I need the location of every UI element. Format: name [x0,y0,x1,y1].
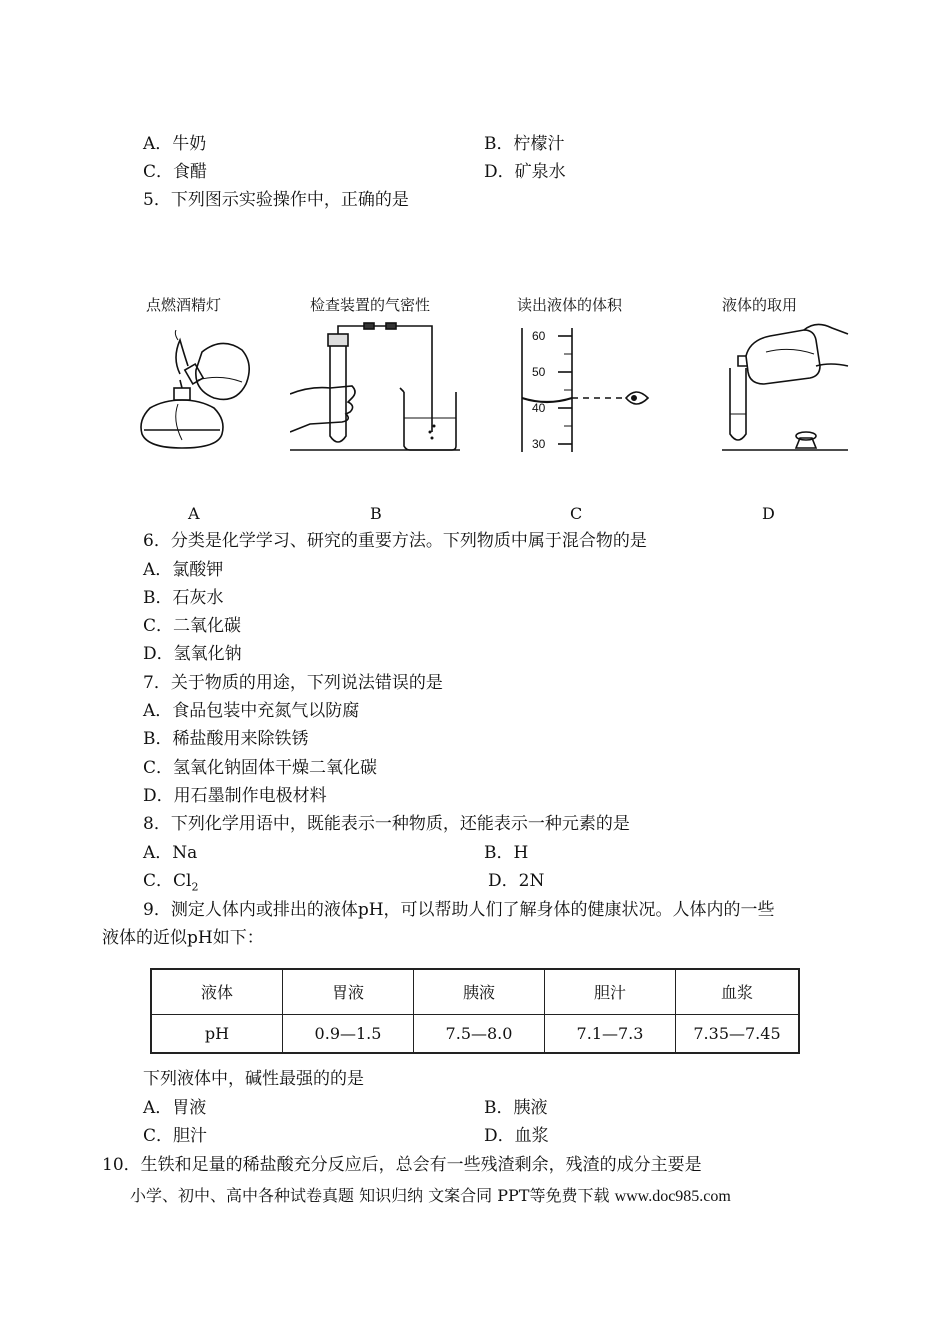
table-header-cell: 血浆 [676,969,800,1014]
fig-caption-b: B [370,504,382,523]
q8-option-c-subscript: 2 [191,880,199,894]
cylinder-reading-figure [510,326,660,456]
table-header-cell: 液体 [151,969,283,1014]
q4-option-b: B．柠檬汁 [484,134,565,154]
q6-option-b: B．石灰水 [143,588,224,608]
table-header-cell: 胆汁 [545,969,676,1014]
alcohol-lamp-figure [130,330,250,460]
q9-stem-line1: 9．测定人体内或排出的液体pH，可以帮助人们了解身体的健康状况。人体内的一些 [143,900,775,920]
q9-question: 下列液体中，碱性最强的的是 [143,1069,364,1089]
table-cell: 7.5—8.0 [414,1014,545,1053]
pouring-liquid-figure [720,322,850,454]
q7-option-d: D．用石墨制作电极材料 [143,786,327,806]
scale-40: 40 [532,401,546,415]
table-cell: 7.35—7.45 [676,1014,800,1053]
footer-link[interactable]: www.doc985.com [614,1188,731,1205]
fig-label-a: 点燃酒精灯 [146,296,222,314]
q8-option-a: A．Na [143,843,198,863]
q7-option-c: C．氢氧化钠固体干燥二氧化碳 [143,758,378,778]
q9-option-d: D．血浆 [484,1126,549,1146]
fig-label-d: 液体的取用 [722,296,798,314]
q6-stem: 6．分类是化学学习、研究的重要方法。下列物质中属于混合物的是 [143,531,647,551]
q8-option-b: B．H [484,843,529,863]
footer-text: 小学、初中、高中各种试卷真题 知识归纳 文案合同 PPT等免费下载 [130,1186,610,1205]
q6-option-a: A．氯酸钾 [143,560,224,580]
q4-option-a: A．牛奶 [143,134,207,154]
scale-30: 30 [532,437,546,451]
q9-option-c: C．胆汁 [143,1126,208,1146]
airtightness-figure [290,322,460,454]
scale-60: 60 [532,329,546,343]
scale-50: 50 [532,365,546,379]
q9-option-b: B．胰液 [484,1098,548,1118]
q10-stem: 10．生铁和足量的稀盐酸充分反应后，总会有一些残渣剩余，残渣的成分主要是 [102,1155,702,1175]
q4-option-c: C．食醋 [143,162,208,182]
q7-option-a: A．食品包装中充氮气以防腐 [143,701,360,721]
q6-option-c: C．二氧化碳 [143,616,242,636]
table-row [151,1014,799,1053]
q9-option-a: A．胃液 [143,1098,207,1118]
table-cell: 0.9—1.5 [283,1014,414,1053]
table-header-cell: 胃液 [283,969,414,1014]
q4-option-d: D．矿泉水 [484,162,566,182]
fig-caption-c: C [570,504,583,523]
fig-label-b: 检查装置的气密性 [310,296,431,314]
q8-option-d: D．2N [488,871,545,891]
fig-caption-a: A [188,504,200,523]
fig-label-c: 读出液体的体积 [517,296,623,314]
q8-option-c-text: C．Cl [143,871,192,891]
q7-stem: 7．关于物质的用途，下列说法错误的是 [143,673,443,693]
table-cell: 7.1—7.3 [545,1014,676,1053]
table-header-row [151,969,799,1014]
q9-stem-line2: 液体的近似pH如下： [102,928,264,948]
page-footer [130,1183,731,1206]
q7-option-b: B．稀盐酸用来除铁锈 [143,729,309,749]
q8-option-c [143,870,198,898]
ph-table [150,968,800,1054]
q5-stem: 5．下列图示实验操作中，正确的是 [143,190,409,210]
fig-caption-d: D [762,504,775,523]
table-header-cell: 胰液 [414,969,545,1014]
q8-stem: 8．下列化学用语中，既能表示一种物质，还能表示一种元素的是 [143,814,630,834]
table-cell: pH [151,1014,283,1053]
q6-option-d: D．氢氧化钠 [143,644,242,664]
